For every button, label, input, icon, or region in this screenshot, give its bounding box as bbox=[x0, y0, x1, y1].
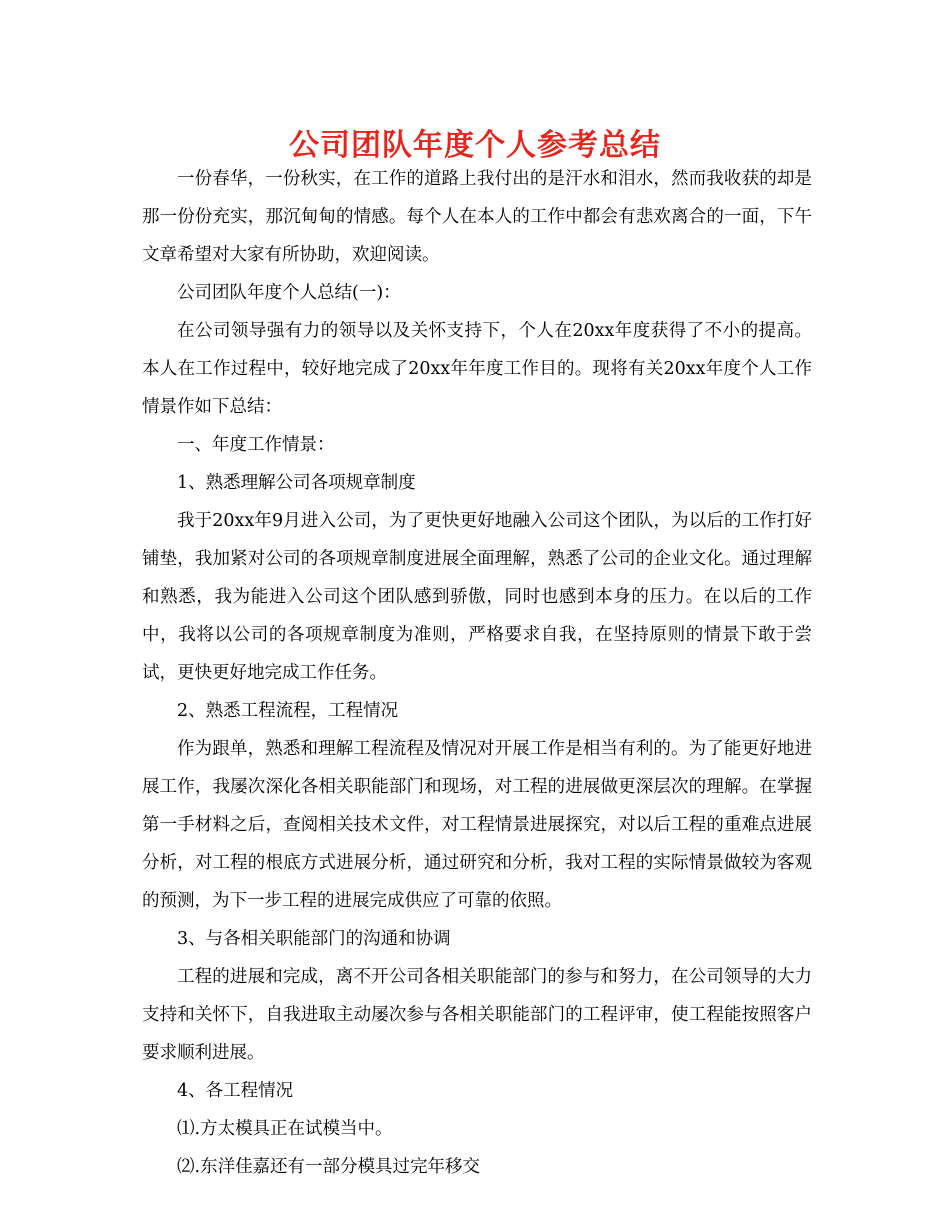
paragraph-heading-annual-work: 一、年度工作情景： bbox=[177, 435, 335, 455]
paragraph-project-item-2: ⑵.东洋佳嘉还有一部分模具过完年移交 bbox=[177, 1157, 481, 1177]
paragraph-intro: 一份春华，一份秋实，在工作的道路上我付出的是汗水和泪水，然而我收获的却是那一份份充实，那沉甸甸的情感。每个人在本人的工作中都会有悲欢离合的一面，下午文章希望对大家有所协助，欢迎阅读。 bbox=[142, 169, 812, 265]
paragraph-heading-rules: 1、熟悉理解公司各项规章制度 bbox=[177, 473, 416, 493]
paragraph-project-item-1: ⑴.方太模具正在试模当中。 bbox=[177, 1119, 393, 1139]
document-body bbox=[142, 160, 812, 1186]
paragraph-heading-projects: 4、各工程情况 bbox=[177, 1081, 294, 1101]
paragraph-process-body: 作为跟单，熟悉和理解工程流程及情况对开展工作是相当有利的。为了能更好地进展工作，我屡次深化各相关职能部门和现场，对工程的进展做更深层次的理解。在掌握第一手材料之后，查阅相关技术文件，对工程情景进展探究，对以后工程的重难点进展分析，对工程的根底方式进展分析，通过研究和分析，我对工程的实际情景做较为客观的预测，为下一步工程的进展完成供应了可靠的依照。 bbox=[142, 739, 812, 911]
paragraph-communication-body: 工程的进展和完成，离不开公司各相关职能部门的参与和努力，在公司领导的大力支持和关怀下，自我进取主动屡次参与各相关职能部门的工程评审，使工程能按照客户要求顺利进展。 bbox=[142, 967, 812, 1063]
document-title: 公司团队年度个人参考总结 bbox=[289, 128, 661, 163]
paragraph-heading-process: 2、熟悉工程流程，工程情况 bbox=[177, 701, 399, 721]
paragraph-rules-body: 我于20xx年9月进入公司，为了更快更好地融入公司这个团队，为以后的工作打好铺垫，我加紧对公司的各项规章制度进展全面理解，熟悉了公司的企业文化。通过理解和熟悉，我为能进入公司这个团队感到骄傲，同时也感到本身的压力。在以后的工作中，我将以公司的各项规章制度为准则，严格要求自我，在坚持原则的情景下敢于尝试，更快更好地完成工作任务。 bbox=[142, 511, 812, 683]
paragraph-heading-communication: 3、与各相关职能部门的沟通和协调 bbox=[177, 929, 451, 949]
paragraph-section-heading: 公司团队年度个人总结(一)： bbox=[177, 283, 401, 303]
paragraph-summary-intro: 在公司领导强有力的领导以及关怀支持下，个人在20xx年度获得了不小的提高。本人在工作过程中，较好地完成了20xx年年度工作目的。现将有关20xx年度个人工作情景作如下总结： bbox=[142, 321, 812, 417]
